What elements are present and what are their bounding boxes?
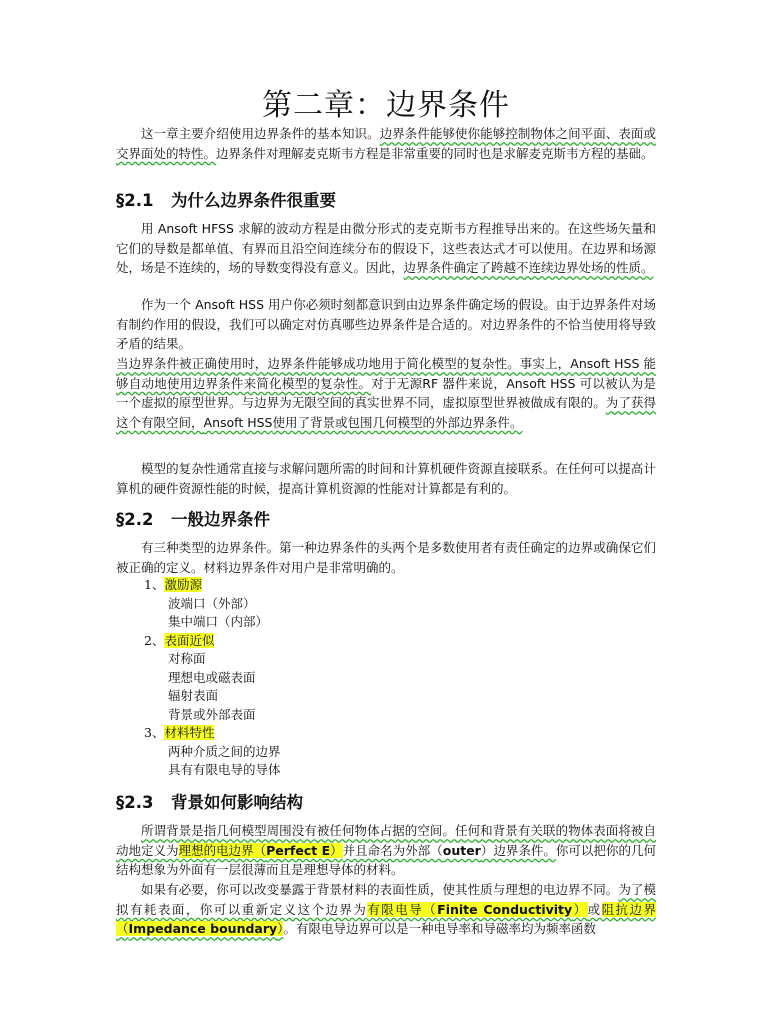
s21-p3-k: 使用了背景或包围几何模型的外部边界条件。 <box>272 414 523 430</box>
intro-underlined-text: 边界条件能够使你能够控制物体之间平面、表面或交界面处的特性。 <box>116 126 656 161</box>
chapter-title: 第二章：边界条件 <box>262 88 510 123</box>
list-index: 3、 <box>144 725 165 740</box>
s23-p1-c: Perfect E <box>266 842 331 858</box>
s21-paragraph-1 <box>116 219 656 278</box>
s21-p3-i: 为了获得这个有限空间， <box>116 395 656 430</box>
section-number: §2.3 <box>116 793 154 812</box>
s23-p1-g: ）边界条件。 <box>480 842 556 858</box>
s21-p3-h: 可以被认为是一个虚拟的原型世界。与边界为无限空间的真实世界不同，虚拟原型世界被做成有限的。 <box>116 375 656 411</box>
s23-p2-e: ） <box>572 901 588 917</box>
s21-p1-underlined: 边界条件确定了跨越不连续边界处场的性质。 <box>403 260 654 276</box>
s22-paragraph-1: 有三种类型的边界条件。第一种边界条件的头两个是多数使用者有责任确定的边界或确保它们被正确的定义。材料边界条件对用户是非常明确的。 <box>116 540 656 575</box>
list-group-label: 激励源 <box>164 577 202 592</box>
intro-paragraph <box>116 124 656 163</box>
list-group-heading <box>144 632 281 651</box>
s23-p2-c: 有限电导（ <box>367 901 438 917</box>
list-group-label: 表面近似 <box>164 632 215 648</box>
list-group-heading <box>144 576 281 595</box>
section-title: 背景如何影响结构 <box>171 793 303 812</box>
s23-p1-a: 所谓背景是指几何模型周围没有被任何物体占据的空间。任何和背景有关联的物体表面将被自动地定义为 <box>116 823 656 858</box>
s23-p1-e: 并且命名为外部（ <box>342 842 443 858</box>
s23-p1-b: 理想的电边界（ <box>178 842 267 858</box>
list-item: 辐射表面 <box>168 688 219 703</box>
section-2-2-heading <box>116 509 270 531</box>
s21-p1-b: Ansoft HFSS <box>157 221 234 236</box>
list-item: 波端口（外部） <box>168 595 256 611</box>
s21-paragraph-4: 模型的复杂性通常直接与求解问题所需的时间和计算机硬件资源直接联系。在任何可以提高计算机的硬件资源性能的时候，提高计算机资源的性能对计算都是有利的。 <box>116 461 656 496</box>
s23-p2-i: ） <box>277 921 284 937</box>
s23-p2-b: 为了模拟有耗表面，你可以重新定义这个边界为 <box>116 882 656 917</box>
list-index: 1、 <box>144 577 165 592</box>
intro-text-c: 边界条件对理解麦克斯韦方程是非常重要的同时也是求解麦克斯韦方程的基础。 <box>216 145 654 161</box>
section-number: §2.1 <box>116 191 154 210</box>
s21-p3-j: Ansoft HSS <box>203 414 273 430</box>
list-item: 集中端口（内部） <box>168 614 269 629</box>
s21-p1-c: 求解的波动方程是由微分形式的麦克斯韦方程推导出来的。在这些场矢量和它们的导数是都单值、有界而且沿空间连续分布的假设下，这些表达式才可以使用。在边界和场源处，场是不连续的，场的导数变得没有意义。因此， <box>116 221 656 276</box>
s23-paragraph-2 <box>116 880 656 939</box>
s21-p1-a: 用 <box>141 221 158 236</box>
s21-p3-d: 对于无源 <box>371 375 423 391</box>
list-group-heading <box>144 724 281 743</box>
list-item: 具有有限电导的导体 <box>168 762 281 777</box>
section-2-1-heading <box>116 190 336 212</box>
section-title: 为什么边界条件很重要 <box>171 191 336 210</box>
s23-p2-g: 阻抗边界（ <box>116 901 656 937</box>
s21-p3-f: 器件来说， <box>438 375 507 391</box>
intro-text-a: 这一章主要介绍使用边界条件的基本知识。 <box>141 126 380 141</box>
s21-p2-a: 作为一个 <box>141 297 196 312</box>
s23-paragraph-1 <box>116 821 656 880</box>
section-number: §2.2 <box>116 510 154 529</box>
list-group-label: 材料特性 <box>164 725 215 740</box>
section-title: 一般边界条件 <box>171 510 270 529</box>
list-item: 理想电或磁表面 <box>168 669 256 685</box>
s23-p1-d: ） <box>330 842 343 858</box>
s23-p2-d: Finite Conductivity <box>437 901 573 917</box>
s21-paragraph-2 <box>116 295 656 354</box>
section-2-3-heading <box>116 792 303 814</box>
list-item: 背景或外部表面 <box>168 706 256 722</box>
s23-p1-f: outer <box>442 842 481 858</box>
s21-p3-c: 能够自动地使用边界条件来简化模型的复杂性。 <box>116 356 656 391</box>
s21-p3-b: Ansoft HSS <box>570 356 640 371</box>
list-item: 两种介质之间的边界 <box>168 743 281 759</box>
s23-p2-h: Impedance boundary <box>128 921 278 937</box>
s21-p2-b: Ansoft HSS <box>195 297 265 312</box>
s21-p2-c: 用户你必须时刻都意识到由边界条件确定场的假设。由于边界条件对场有制约作用的假设，我们可以确定对仿真哪些边界条件是合适的。对边界条件的不恰当使用将导致矛盾的结果。 <box>116 297 656 352</box>
s21-p3-e: RF <box>422 375 439 391</box>
boundary-type-list <box>144 576 281 780</box>
s21-paragraph-3 <box>116 354 656 432</box>
s23-p2-j: 。有限电导边界可以是一种电导率和导磁率均为频率函数 <box>283 921 596 937</box>
list-item: 对称面 <box>168 651 206 666</box>
s23-p1-h: 你可以把你的几何结构想象为外面有一层很薄而且是理想导体的材料。 <box>116 842 656 878</box>
list-index: 2、 <box>144 632 165 648</box>
s21-p3-a: 当边界条件被正确使用时，边界条件能够成功地用于简化模型的复杂性。事实上， <box>116 356 571 371</box>
s23-p2-a: 如果有必要，你可以改变暴露于背景材料的表面性质，使其性质与理想的电边界不同。 <box>141 882 619 897</box>
s23-p2-f: 或 <box>587 901 602 917</box>
s21-p3-g: Ansoft HSS <box>506 375 576 391</box>
